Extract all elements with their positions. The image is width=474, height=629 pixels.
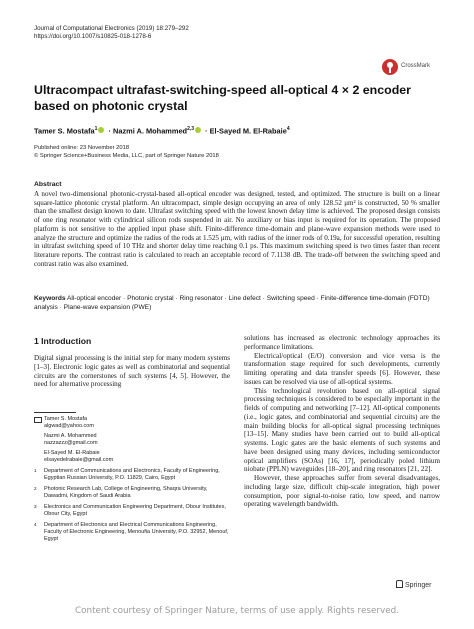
footnotes [34, 416, 230, 543]
journal-citation: Journal of Computational Electronics (2019) 18:279–292 [34, 25, 189, 32]
affiliation-number: 1 [34, 468, 37, 473]
abstract-text: A novel two-dimensional photonic-crystal-based all-optical encoder was designed, tested, and optimized. The structure is built on a linear square-lattice photonic crystal platform. An ultracompact, simple design occupying an area of only 128.52 μm² is constructed, 50 % smaller than the smallest design known to date. Ultrafast switching speed with the lowest known delay time is achieved. The proposed design consists of one ring resonator with cylindrical silicon rods suspended in air. No auxiliary or bias input is required for its operation. The proposed platform is not sensitive to the applied input phase shift. Finite-difference time-domain and plane-wave expansion methods were used to analyze the structure and optimize the radius of the rods at 1.525 μm, with radius of the inner rods of 0.19a, for successful operation, resulting in ultrafast switching speed of 10 THz and shorter delay time reaching 0.1 ps. This maximum switching speed is two times faster than recent literature reports. The contrast ratio is calculated to reach an acceptable record of 7.1138 dB. The trade-off between the switching speed and contrast ratio was also examined. [34, 190, 440, 268]
affiliation-entry [34, 522, 230, 543]
correspondence-email[interactable]: nazzazzz@gmail.com [44, 440, 98, 446]
affiliation-entry [34, 486, 230, 500]
affiliation-number: 3 [34, 504, 37, 509]
journal-header [34, 25, 189, 42]
crossmark-icon [382, 59, 398, 75]
affiliation-text: Department of Communications and Electronics, Faculty of Engineering, Egyptian Russian University, P.O. 11829, Cairo, Egypt [44, 468, 220, 481]
intro-paragraph: solutions has increased as electronic technology approaches its performance limitations. [244, 334, 440, 351]
keywords-label: Keywords [34, 295, 66, 302]
crossmark-label: CrossMark [401, 63, 431, 69]
author-name[interactable]: El-Sayed M. El-Rabaie [209, 126, 287, 136]
footnote-divider [34, 412, 76, 413]
right-column [244, 334, 440, 509]
affiliation-number: 4 [34, 522, 37, 527]
publisher-logo [396, 580, 431, 589]
orcid-icon[interactable] [195, 127, 201, 133]
envelope-icon [34, 417, 42, 423]
author-list [34, 124, 434, 136]
abstract-heading: Abstract [34, 181, 62, 188]
affiliation-entry [34, 468, 230, 482]
correspondence-email[interactable]: elsayedelrabaie@gmail.com [44, 457, 114, 463]
author-name[interactable]: Tamer S. Mostafa [34, 126, 95, 136]
correspondence-email[interactable]: algwad@yahoo.com [44, 423, 94, 429]
correspondence-name: Nazmi A. Mohammed [44, 433, 97, 439]
publisher-logo-text: Springer [405, 582, 432, 589]
affiliation-text: Photonic Research Lab, College of Engineering, Shaqra University, Dawadmi, Kingdom of Saudi Arabia [44, 486, 208, 499]
keywords-list: All-optical encoder · Photonic crystal · Ring resonator · Line defect · Switching speed · Finite-difference time-domain (FDTD) analysis · Plane-wave expansion (PWE) [34, 295, 430, 311]
author-affiliation-sup: 1 [94, 126, 98, 132]
author-affiliation-sup: 4 [286, 126, 290, 132]
springer-horse-icon [396, 580, 403, 588]
doi-link[interactable]: https://doi.org/10.1007/s10825-018-1278-6 [34, 33, 152, 41]
intro-paragraph: Electrical/optical (E/O) conversion and vice versa is the transformation stage required for such developments, currently limiting operating and data transfer speeds [6]. However, these issues can be resolved via use of all-optical systems. [244, 351, 440, 386]
correspondence-name: El-Sayed M. El-Rabaie [44, 450, 100, 456]
affiliation-text: Electronics and Communication Engineering Department, Obour Institutes, Obour City, Egypt [44, 504, 226, 517]
keywords [34, 295, 440, 313]
correspondence-entry [34, 450, 230, 464]
courtesy-notice: Content courtesy of Springer Nature, terms of use apply. Rights reserved. [74, 606, 399, 616]
copyright-line: © Springer Science+Business Media, LLC, part of Springer Nature 2018 [34, 152, 219, 159]
author-affiliation-sup: 2,3 [187, 126, 195, 132]
affiliation-text: Department of Electronics and Electrical Communications Engineering, Faculty of Electronic Engineering, Menoufia University, P.O. 32952, Menouf, Egypt [44, 522, 229, 542]
intro-paragraph: This technological revolution based on all-optical signal processing techniques is considered to be especially important in the fields of computing and networking [7–12]. All-optical components (i.e., logic gates, and combinatorial and sequential circuits) are the main building blocks for all-optical signal processing techniques [13–15]. Many studies have been carried out to build all-optical systems. Logic gates are the basic elements of such systems and have been designed using many devices, including semiconductor optical amplifiers (SOAs) [16, 17], periodically poled lithium niobate (PPLN) waveguides [18–20], and ring resonators [21, 22]. [244, 386, 440, 474]
orcid-icon[interactable] [98, 127, 104, 133]
article-title: Ultracompact ultrafast-switching-speed all-optical 4 × 2 encoder based on photonic crystal [34, 83, 411, 113]
correspondence-entry [34, 416, 230, 430]
left-column [34, 354, 230, 389]
correspondence-name: Tamer S. Mostafa [44, 416, 88, 422]
author-separator: · [203, 126, 210, 136]
publication-info [34, 145, 219, 161]
published-date: Published online: 23 November 2018 [34, 145, 130, 151]
affiliation-entry [34, 504, 230, 518]
intro-paragraph: However, these approaches suffer from several disadvantages, including large size, difficult chip-scale integration, high power consumption, poor signal-to-noise ratio, low speed, and narrow operating wavelength bandwidth. [244, 474, 440, 509]
section-heading-introduction: 1 Introduction [34, 336, 92, 346]
affiliation-number: 2 [34, 486, 37, 491]
author-separator: · [106, 126, 114, 136]
author-name[interactable]: Nazmi A. Mohammed [113, 126, 188, 136]
crossmark-badge[interactable] [382, 59, 438, 81]
intro-paragraph: Digital signal processing is the initial step for many modern systems [1–3]. Electronic logic gates as well as combinatorial and sequential circuits are the cornerstones of such systems [4, 5]. However, the need for alternative processing [34, 354, 230, 389]
correspondence-entry [34, 433, 230, 447]
